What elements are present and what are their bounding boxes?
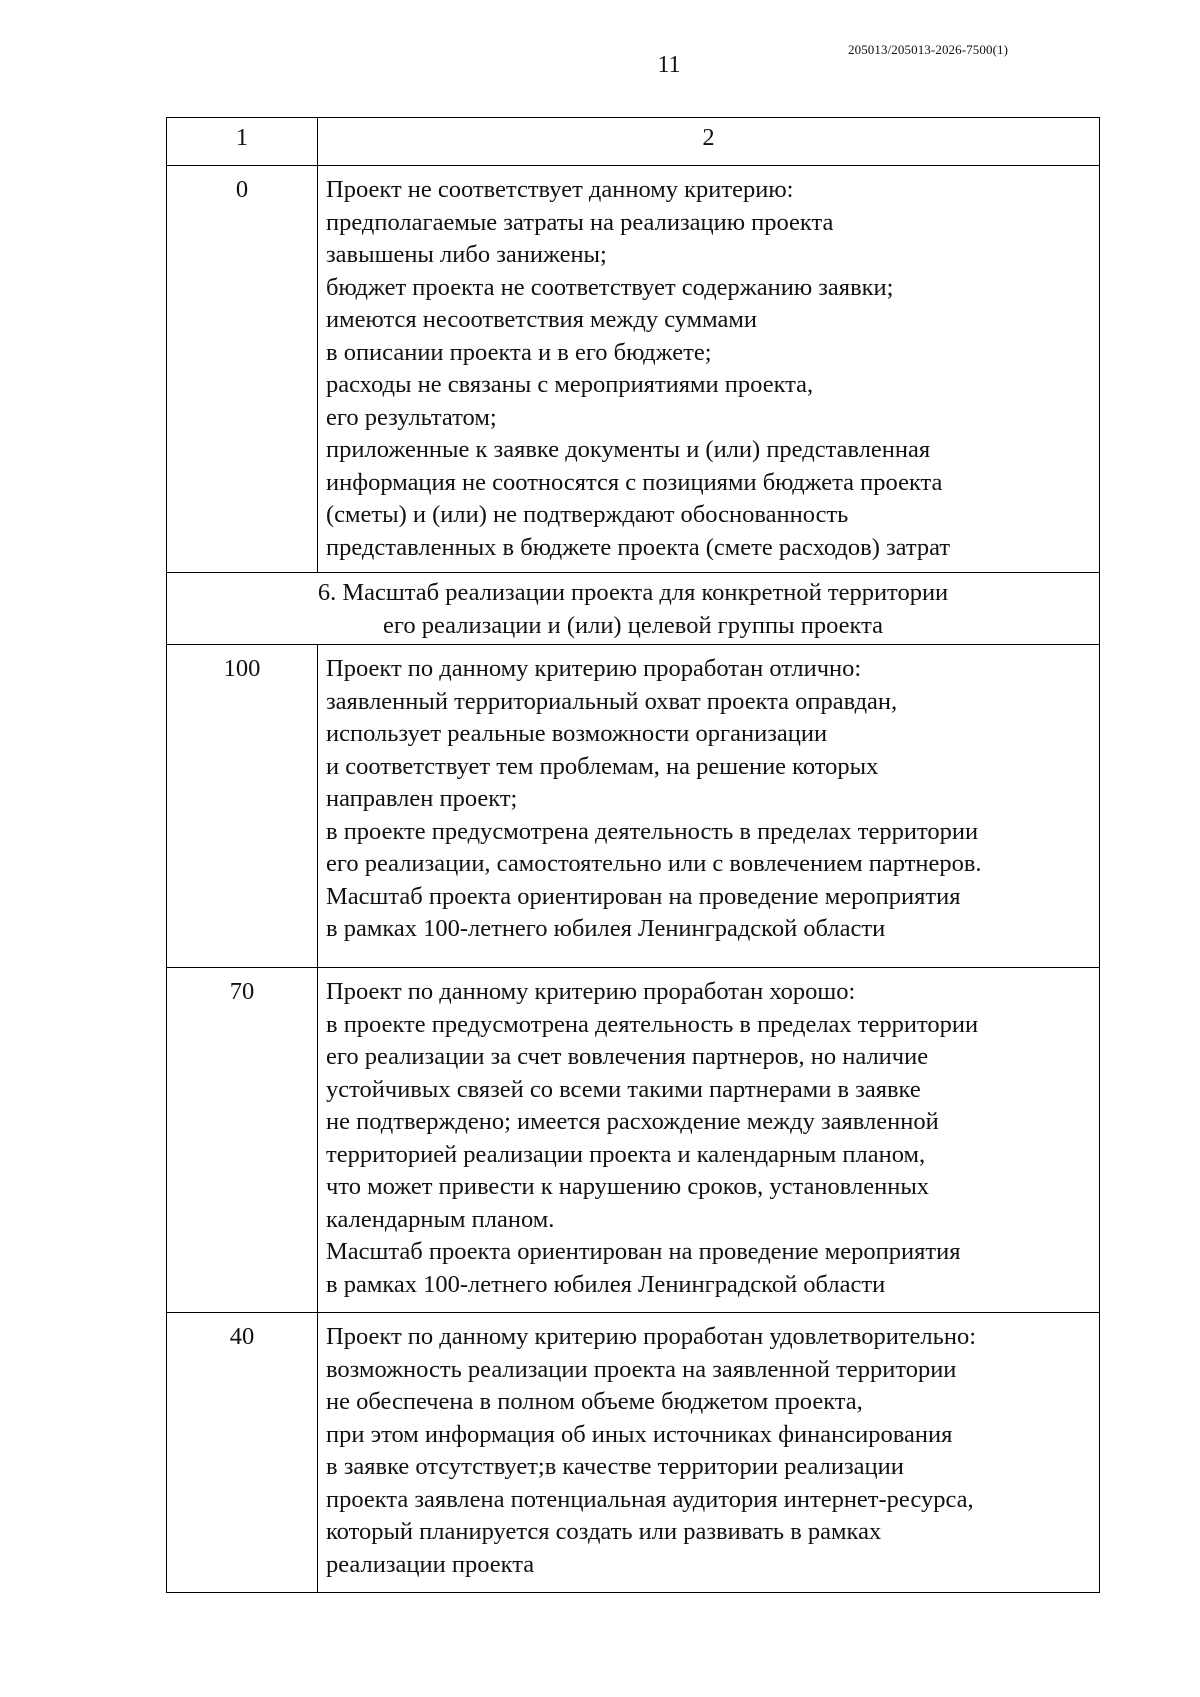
description-line: его реализации, самостоятельно или с вовлечением партнеров. xyxy=(326,850,982,877)
description-line: не обеспечена в полном объеме бюджетом проекта, xyxy=(326,1388,863,1415)
description-line: использует реальные возможности организации xyxy=(326,720,828,747)
table-row xyxy=(167,166,1100,573)
criteria-table xyxy=(166,117,1100,1593)
page-number: 11 xyxy=(657,52,681,78)
description-line: Проект по данному критерию проработан хорошо: xyxy=(326,978,856,1005)
description-line: в проекте предусмотрена деятельность в пределах территории xyxy=(326,1010,979,1038)
description-line: Масштаб проекта ориентирован на проведение мероприятия xyxy=(326,882,961,910)
table-header-row xyxy=(167,118,1100,166)
column-header-score: 1 xyxy=(167,118,318,166)
description-line: при этом информация об иных источниках финансирования xyxy=(326,1420,953,1448)
description-line: в рамках 100-летнего юбилея Ленинградской области xyxy=(326,915,886,942)
description-line: возможность реализации проекта на заявленной территории xyxy=(326,1355,957,1383)
description-line: календарным планом. xyxy=(326,1205,555,1233)
score-cell: 40 xyxy=(167,1313,318,1593)
description-cell xyxy=(318,166,1100,573)
description-line: и соответствует тем проблемам, на решение которых xyxy=(326,752,879,780)
section-heading-line: его реализации и (или) целевой группы проекта xyxy=(383,611,883,639)
score-cell: 70 xyxy=(167,968,318,1313)
description-line: представленных в бюджете проекта (смете расходов) затрат xyxy=(326,533,951,561)
description-line: информация не соотносятся с позициями бюджета проекта xyxy=(326,468,943,496)
column-header-description: 2 xyxy=(318,118,1100,166)
description-line: Проект по данному критерию проработан удовлетворительно: xyxy=(326,1323,977,1350)
section-heading-line: 6. Масштаб реализации проекта для конкретной территории xyxy=(317,579,949,606)
description-cell xyxy=(318,645,1100,968)
description-line: Масштаб проекта ориентирован на проведение мероприятия xyxy=(326,1238,961,1265)
description-cell xyxy=(318,1313,1100,1593)
description-line: (сметы) и (или) не подтверждают обоснованность xyxy=(326,501,849,528)
description-line: в заявке отсутствует;в качестве территории реализации xyxy=(326,1453,904,1480)
description-line: в проекте предусмотрена деятельность в пределах территории xyxy=(326,817,979,845)
description-line: проекта заявлена потенциальная аудитория интернет-ресурса, xyxy=(326,1485,974,1513)
table-row xyxy=(167,645,1100,968)
score-cell: 100 xyxy=(167,645,318,968)
description-line: имеются несоответствия между суммами xyxy=(326,306,758,333)
description-line: реализации проекта xyxy=(326,1550,535,1578)
section-heading-row xyxy=(167,573,1100,645)
description-line: направлен проект; xyxy=(326,785,518,812)
description-line: завышены либо занижены; xyxy=(326,241,607,268)
table-row xyxy=(167,968,1100,1313)
score-cell: 0 xyxy=(167,166,318,573)
description-line: заявленный территориальный охват проекта оправдан, xyxy=(326,687,898,715)
description-line: Проект не соответствует данному критерию: xyxy=(326,176,794,203)
description-line: что может привести к нарушению сроков, установленных xyxy=(326,1173,930,1200)
description-line: предполагаемые затраты на реализацию проекта xyxy=(326,208,834,236)
description-line: его реализации за счет вовлечения партнеров, но наличие xyxy=(326,1043,929,1070)
description-line: устойчивых связей со всеми такими партнерами в заявке xyxy=(326,1075,921,1103)
description-cell xyxy=(318,968,1100,1313)
document-code: 205013/205013-2026-7500(1) xyxy=(848,42,1009,57)
description-line: расходы не связаны с мероприятиями проекта, xyxy=(326,371,814,398)
description-line: его результатом; xyxy=(326,403,497,431)
description-line: в описании проекта и в его бюджете; xyxy=(326,338,712,366)
description-line: который планируется создать или развивать в рамках xyxy=(326,1518,882,1545)
description-line: не подтверждено; имеется расхождение между заявленной xyxy=(326,1108,939,1135)
description-line: в рамках 100-летнего юбилея Ленинградской области xyxy=(326,1270,886,1298)
description-line: Проект по данному критерию проработан отлично: xyxy=(326,655,862,682)
section-heading xyxy=(167,573,1100,645)
description-line: территорией реализации проекта и календарным планом, xyxy=(326,1140,926,1168)
description-line: приложенные к заявке документы и (или) представленная xyxy=(326,436,931,463)
description-line: бюджет проекта не соответствует содержанию заявки; xyxy=(326,273,894,301)
table-row xyxy=(167,1313,1100,1593)
